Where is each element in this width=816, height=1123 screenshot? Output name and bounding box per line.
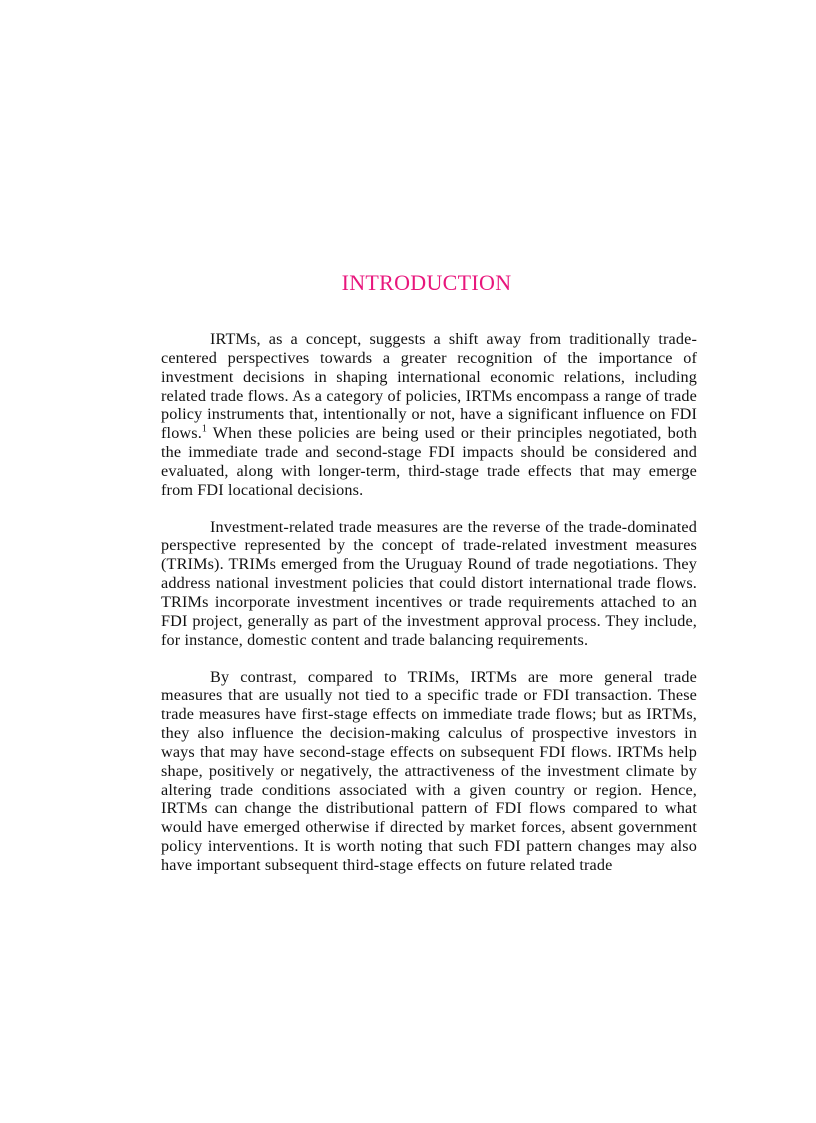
footnote-reference[interactable]: 1 <box>201 423 208 435</box>
paragraph-1-continuation: When these policies are being used or their principles negotiated, both the immediate trade and second-stage FDI impacts should be considered and evaluated, along with longer-term, third-stage trade effects that may emerge from FDI locational decisions. <box>161 424 697 499</box>
paragraph-3: By contrast, compared to TRIMs, IRTMs are more general trade measures that are usually not tied to a specific trade or FDI transaction. These trade measures have first-stage effects on immediate trade flows; but as IRTMs, they also influence the decision-making calculus of prospective investors in ways that may have second-stage effects on subsequent FDI flows. IRTMs help shape, positively or negatively, the attractiveness of the investment climate by altering trade conditions associated with a given country or region. Hence, IRTMs can change the distributional pattern of FDI flows compared to what would have emerged otherwise if directed by market forces, absent government policy interventions. It is worth noting that such FDI pattern changes may also have important subsequent third-stage effects on future related trade <box>161 667 697 874</box>
paragraph-2: Investment-related trade measures are the reverse of the trade-dominated perspective represented by the concept of trade-related investment measures (TRIMs). TRIMs emerged from the Uruguay Round of trade negotiations. They address national investment policies that could distort international trade flows. TRIMs incorporate investment incentives or trade requirements attached to an FDI project, generally as part of the investment approval process. They include, for instance, domestic content and trade balancing requirements. <box>161 517 697 649</box>
section-heading: INTRODUCTION <box>341 270 512 295</box>
paragraph-1 <box>161 330 697 500</box>
paragraph-1-text: IRTMs, as a concept, suggests a shift away from traditionally trade-centered perspectives towards a greater recognition of the importance of investment decisions in shaping international economic relations, including related trade flows. As a category of policies, IRTMs encompass a range of trade policy instruments that, intentionally or not, have a significant influence on FDI flows. <box>161 330 697 443</box>
body-text <box>161 330 697 893</box>
